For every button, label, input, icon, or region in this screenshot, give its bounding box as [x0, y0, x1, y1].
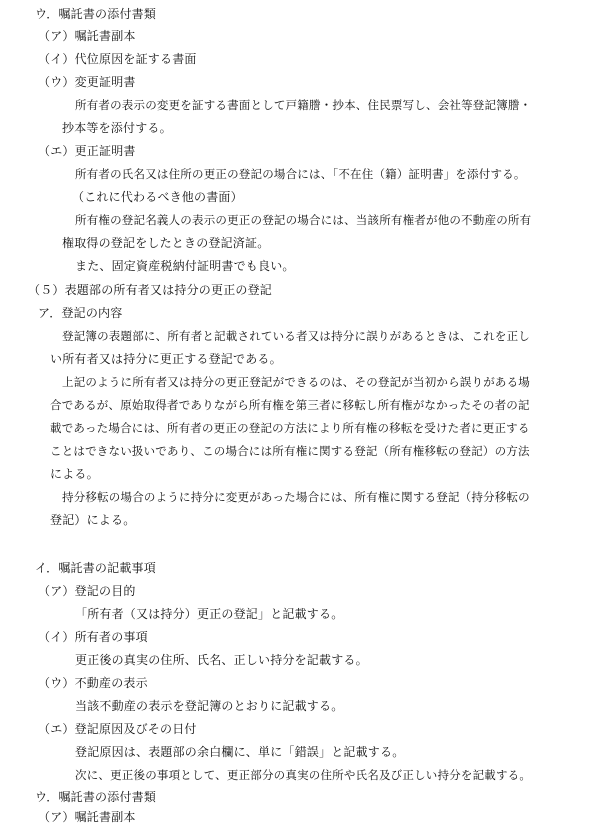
paragraph-line: 登記原因は、表題部の余白欄に、単に「錯誤」と記載する。: [75, 745, 405, 759]
paragraph-line: 抄本等を添付する。: [62, 121, 172, 135]
paragraph-line: 所有者の氏名又は住所の更正の登記の場合には、「不在住（籍）証明書」を添付する。: [75, 167, 526, 181]
subheading-request-entries: イ．嘱託書の記載事項: [35, 561, 156, 575]
paragraph-line: 「所有者（又は持分）更正の登記」と記載する。: [75, 607, 344, 621]
paragraph-line: 当該不動産の表示を登記簿のとおりに記載する。: [75, 699, 344, 713]
subheading-registration-content: ア．登記の内容: [38, 306, 123, 320]
item-property-description: （ウ）不動産の表示: [38, 676, 148, 690]
paragraph-line: 所有権の登記名義人の表示の更正の登記の場合には、当該所有権者が他の不動産の所有: [75, 213, 532, 227]
paragraph-line: 登記）による。: [50, 513, 136, 527]
item-copy-of-request: （ア）嘱託書副本: [38, 810, 136, 824]
item-copy-of-request: （ア）嘱託書副本: [38, 29, 136, 43]
item-subrogation-document: （イ）代位原因を証する書面: [38, 52, 197, 66]
heading-attachments: ウ．嘱託書の添付書類: [35, 790, 157, 804]
paragraph-line: また、固定資産税納付証明書でも良い。: [75, 259, 295, 273]
paragraph-line: 権取得の登記をしたときの登記済証。: [62, 236, 270, 250]
paragraph-line: 更正後の真実の住所、氏名、正しい持分を記載する。: [75, 653, 368, 667]
paragraph-line: 登記簿の表題部に、所有者と記載されている者又は持分に誤りがあるときは、これを正し: [62, 329, 530, 343]
paragraph-line: 持分移転の場合のように持分に変更があった場合には、所有権に関する登記（持分移転の: [62, 490, 530, 504]
paragraph-line: ことはできない扱いであり、この場合には所有権に関する登記（所有権移転の登記）の方法: [50, 444, 530, 458]
paragraph-line: い所有者又は持分に更正する登記である。: [50, 352, 282, 366]
paragraph-line: 所有者の表示の変更を証する書面として戸籍謄・抄本、住民票写し、会社等登記簿謄・: [75, 98, 532, 112]
item-correction-certificate: （エ）更正証明書: [38, 144, 136, 158]
paragraph-line: 次に、更正後の事項として、更正部分の真実の住所や氏名及び正しい持分を記載する。: [75, 768, 532, 782]
item-owner-matters: （イ）所有者の事項: [38, 630, 148, 644]
item-cause-and-date: （エ）登記原因及びその日付: [38, 722, 197, 736]
paragraph-line: （これに代わるべき他の書面）: [72, 190, 243, 204]
item-purpose: （ア）登記の目的: [38, 584, 136, 598]
paragraph-line: による。: [50, 467, 99, 481]
item-change-certificate: （ウ）変更証明書: [38, 75, 136, 89]
heading-attachments: ウ．嘱託書の添付書類: [35, 7, 157, 21]
paragraph-line: 上記のように所有者又は持分の更正登記ができるのは、その登記が当初から誤りがある場: [62, 375, 530, 389]
paragraph-line: 載であった場合には、所有者の更正の登記の方法により所有権の移転を受けた者に更正する: [50, 421, 530, 435]
paragraph-line: 合であるが、原始取得者でありながら所有権を第三者に移転し所有権がなかったその者の記: [50, 398, 530, 412]
section-heading-5: （５）表題部の所有者又は持分の更正の登記: [28, 283, 273, 297]
